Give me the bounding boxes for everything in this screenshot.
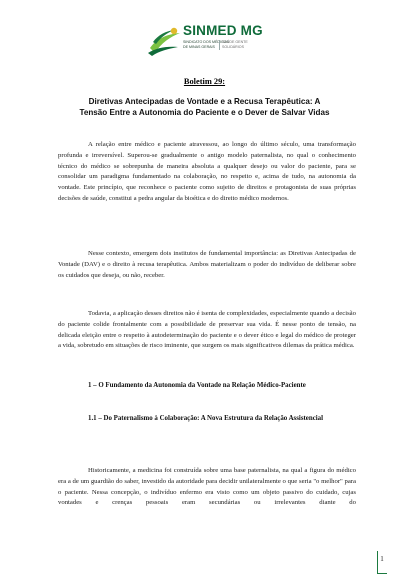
body-paragraph-2: Nesse contexto, emergem dois institutos de fundamental importância: as Diretivas Antecipadas de Vontade (DAV) e o direito à recusa terapêutica. Ambos materializam o poder do indivíduo de deliberar sobre os cuidados que deseja, ou não, receber.: [58, 250, 356, 279]
section-heading-1: 1 – O Fundamento da Autonomia da Vontade na Relação Médico-Paciente: [88, 382, 306, 389]
body-paragraph-1: A relação entre médico e paciente atravessou, ao longo do último século, uma transformação profunda e irreversível. Superou-se gradualmente o antigo modelo paternalista, no qual o conhecimento técnico do médico se sobrepunha de maneira absoluta a qualquer desejo ou valor do paciente, para se consolidar um paradigma fundamentado na colaboração, no respeito e, acima de tudo, na autonomia da vontade. Este princípio, que reconhece o paciente como sujeito de direitos e protagonista de suas próprias decisões de saúde, constitui a pedra angular da bioética e do direito médico modernos.: [58, 141, 356, 202]
logo-subtitle-right: SAÚDE GENTE SOLIDÁRIOS: [222, 40, 248, 49]
document-title-line-2: Tensão Entre a Autonomia do Paciente e o Dever de Salvar Vidas: [79, 108, 330, 117]
bulletin-label: Boletim 29:: [183, 77, 226, 86]
page-number: 1: [380, 555, 384, 563]
sinmed-emblem-icon: [148, 26, 182, 56]
sinmed-logo: [148, 23, 298, 58]
logo-subtitle-left: SINDICATO DOS MÉDICOS DE MINAS GERAIS: [183, 40, 229, 49]
section-heading-1-1: 1.1 – Do Paternalismo à Colaboração: A Nova Estrutura da Relação Assistencial: [88, 415, 324, 422]
body-paragraph-3: Todavia, a aplicação desses direitos não é isenta de complexidades, especialmente quando a decisão do paciente colide frontalmente com a possibilidade de preservar sua vida. É nesse ponto de tensão, na delicada eleição entre o respeito à autodeterminação do paciente e o dever ético e legal do médico de proteger a vida, sobretudo em situações de risco iminente, que surgem os mais significativos dilemas da prática médica.: [58, 310, 356, 350]
page-number-rule-horizontal: [377, 573, 387, 574]
document-title-line-1: Diretivas Antecipadas de Vontade e a Recusa Terapêutica: A: [88, 97, 321, 106]
logo-name: SINMED MG: [183, 23, 263, 38]
logo-divider: [219, 40, 220, 50]
body-paragraph-4: Historicamente, a medicina foi construída sobre uma base paternalista, na qual a figura do médico era a de um guardião do saber, investido da autoridade para decidir unilateralmente o que seria "o melhor" para o paciente. Nessa concepção, o indivíduo enfermo era visto como um objeto passivo do cuidado, cujas vontades e crenças pessoais eram secundárias ou irrelevantes diante do: [58, 467, 356, 507]
